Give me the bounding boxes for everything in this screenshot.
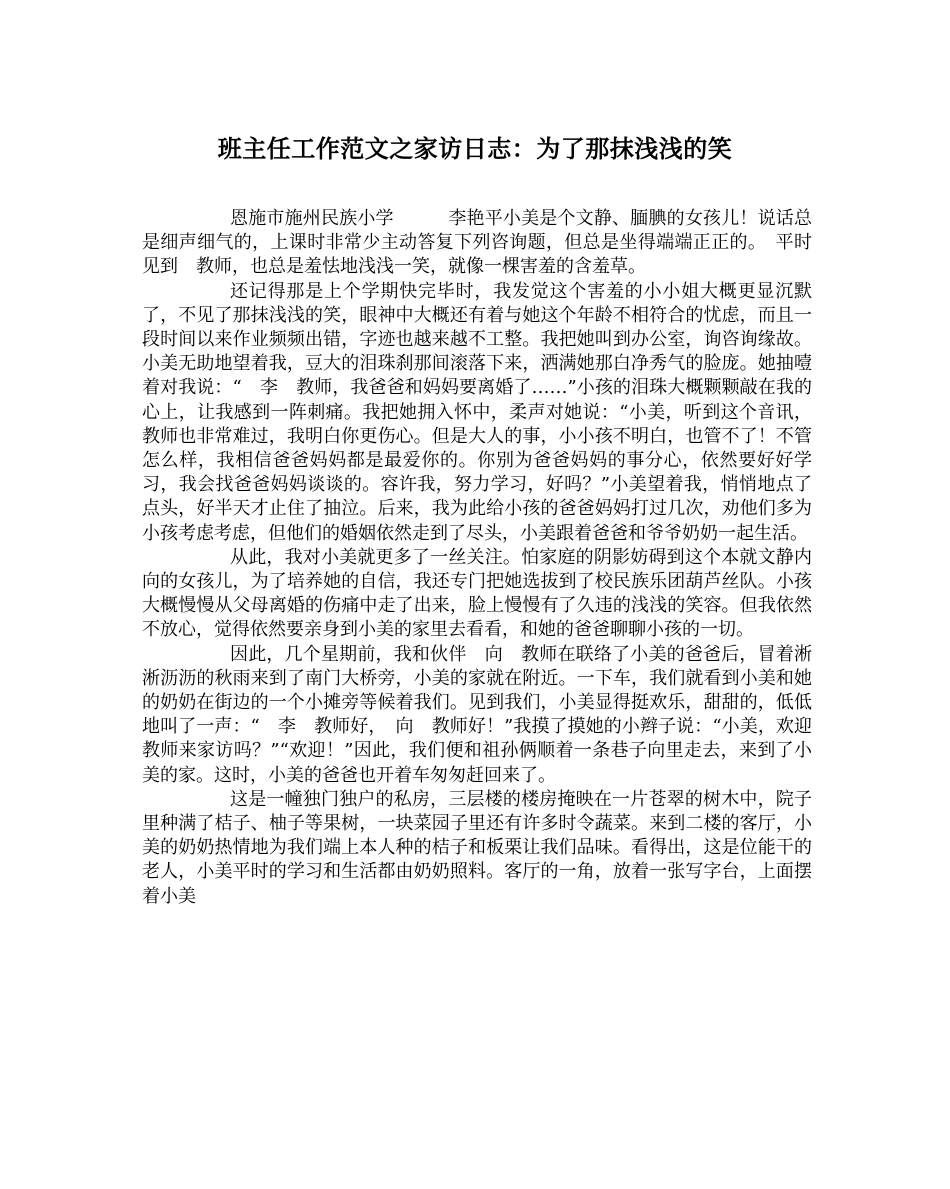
- document-title: 班主任工作范文之家访日志：为了那抹浅浅的笑: [217, 134, 733, 163]
- document-body: [142, 207, 812, 909]
- paragraph-5: 这是一幢独门独户的私房，三层楼的楼房掩映在一片苍翠的树木中，院子里种满了桔子、柚子等果树，一块菜园子里还有许多时令蔬菜。来到二楼的客厅，小美的奶奶热情地为我们端上本人种的桔子和板栗让我们品味。看得出，这是位能干的老人，小美平时的学习和生活都由奶奶照料。客厅的一角，放着一张写字台，上面摆着小美: [142, 788, 812, 907]
- paragraph-2: 还记得那是上个学期快完毕时，我发觉这个害羞的小小姐大概更显沉默了，不见了那抹浅浅的笑，眼神中大概还有着与她这个年龄不相符合的忧虑，而且一段时间以来作业频频出错，字迹也越来越不工整。我把她叫到办公室，询咨询缘故。小美无助地望着我，豆大的泪珠刹那间滚落下来，洒满她那白净秀气的脸庞。她抽噎着对我说：“ 李 教师，我爸爸和妈妈要离婚了……”小孩的泪珠大概颗颗敲在我的心上，让我感到一阵刺痛。我把她拥入怀中，柔声对她说：“小美，听到这个音讯，教师也非常难过，我明白你更伤心。但是大人的事，小小孩不明白，也管不了！不管怎么样，我相信爸爸妈妈都是最爱你的。你别为爸爸妈妈的事分心，依然要好好学习，我会找爸爸妈妈谈谈的。容许我，努力学习，好吗？”小美望着我，悄悄地点了点头，好半天才止住了抽泣。后来，我为此给小孩的爸爸妈妈打过几次，劝他们多为小孩考虑考虑，但他们的婚姻依然走到了尽头，小美跟着爸爸和爷爷奶奶一起生活。: [142, 280, 812, 544]
- paragraph-1: 恩施市施州民族小学 李艳平小美是个文静、腼腆的女孩儿！说话总是细声细气的，上课时非常少主动答复下列咨询题，但总是坐得端端正正的。 平时见到 教师，也总是羞怯地浅浅一笑，就像一棵害羞的含羞草。: [142, 208, 812, 278]
- paragraph-3: 从此，我对小美就更多了一丝关注。怕家庭的阴影妨碍到这个本就文静内向的女孩儿，为了培养她的自信，我还专门把她选拔到了校民族乐团葫芦丝队。小孩大概慢慢从父母离婚的伤痛中走了出来，脸上慢慢有了久违的浅浅的笑容。但我依然不放心，觉得依然要亲身到小美的家里去看看，和她的爸爸聊聊小孩的一切。: [142, 546, 812, 641]
- paragraph-4: 因此，几个星期前，我和伙伴 向 教师在联络了小美的爸爸后，冒着淅淅沥沥的秋雨来到了南门大桥旁，小美的家就在附近。一下车，我们就看到小美和她的奶奶在街边的一个小摊旁等候着我们。见到我们，小美显得挺欢乐，甜甜的，低低地叫了一声：“ 李 教师好， 向 教师好！”我摸了摸她的小辫子说：“小美，欢迎教师来家访吗？”“欢迎！”因此，我们便和祖孙俩顺着一条巷子向里走去，来到了小美的家。这时，小美的爸爸也开着车匆匆赶回来了。: [142, 643, 812, 786]
